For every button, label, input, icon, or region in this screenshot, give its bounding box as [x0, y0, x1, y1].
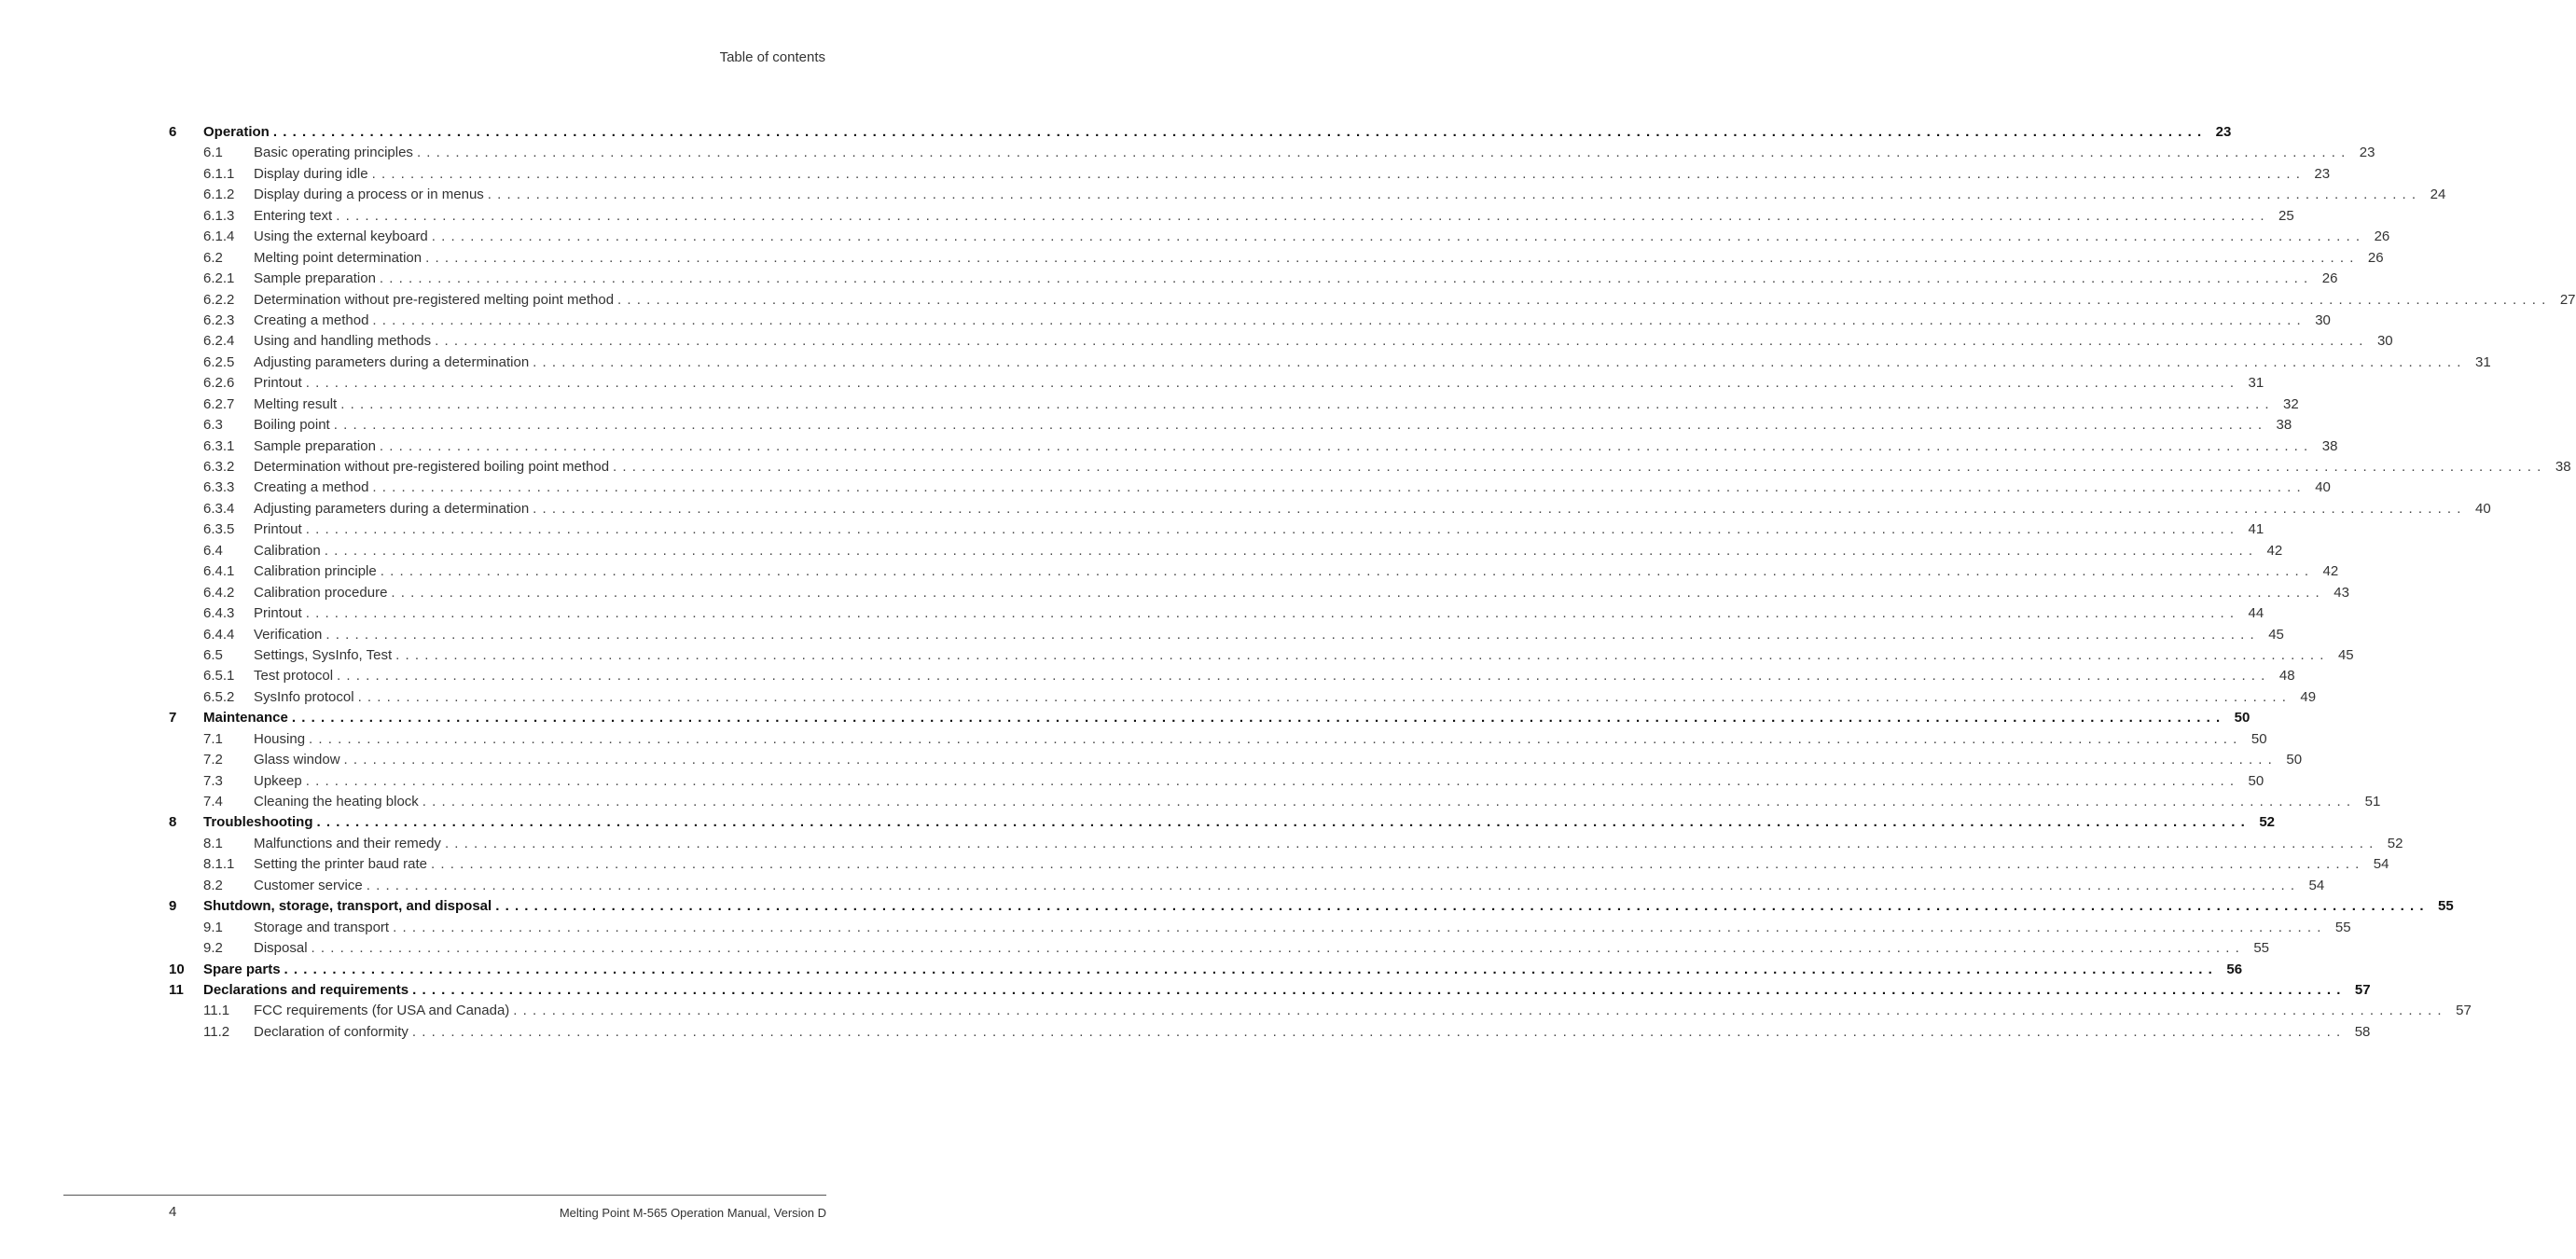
- toc-entry-number: 6.1.3: [203, 207, 235, 224]
- toc-dot-leader: ........................................................................................................................................................................................................: [272, 124, 2208, 140]
- toc-entry-page: 30: [2369, 331, 2393, 352]
- toc-entry-title: Calibration procedure: [254, 583, 391, 603]
- toc-dot-leader: ........................................................................................................................................................................................................: [305, 772, 2240, 789]
- toc-entry-line: [254, 561, 2339, 582]
- toc-entry-line: [254, 499, 2491, 519]
- toc-entry-line: [254, 666, 2295, 686]
- toc-section-entry[interactable]: [169, 834, 2403, 854]
- toc-entry-title: Upkeep: [254, 771, 306, 792]
- toc-entry-line: [254, 436, 2338, 457]
- table-of-contents: [169, 122, 2576, 1043]
- toc-entry-page: 32: [2275, 394, 2299, 415]
- toc-dot-leader: ........................................................................................................................................................................................................: [372, 311, 2306, 328]
- toc-entry-page: 23: [2207, 122, 2231, 143]
- toc-entry-number: 6.5.1: [203, 668, 235, 685]
- toc-entry-title: Boiling point: [254, 415, 334, 436]
- toc-entry-page: 52: [2378, 834, 2403, 854]
- toc-dot-leader: ........................................................................................................................................................................................................: [613, 459, 2547, 475]
- toc-section-entry[interactable]: [169, 876, 2325, 896]
- toc-section-entry[interactable]: [169, 666, 2295, 686]
- toc-entry-title: Disposal: [254, 938, 312, 959]
- toc-entry-page: 26: [2313, 269, 2337, 289]
- toc-entry-title: Creating a method: [254, 477, 372, 498]
- toc-dot-leader: ........................................................................................................................................................................................................: [305, 375, 2240, 392]
- toc-entry-number: 6.4: [203, 542, 223, 559]
- toc-section-entry[interactable]: [169, 645, 2354, 666]
- toc-entry-page: 25: [2270, 206, 2294, 227]
- toc-entry-title: Spare parts: [203, 960, 284, 980]
- toc-entry-line: [254, 373, 2264, 394]
- toc-entry-line: [254, 164, 2331, 185]
- toc-dot-leader: ........................................................................................................................................................................................................: [380, 563, 2315, 580]
- toc-entry-number: 8.1: [203, 835, 223, 851]
- toc-entry-number: 11.1: [203, 1003, 230, 1019]
- toc-entry-number: 6.3.4: [203, 500, 235, 517]
- footer-divider: [63, 1195, 826, 1196]
- toc-entry-line: [203, 960, 2243, 980]
- toc-entry-title: Printout: [254, 519, 306, 540]
- toc-entry-page: 50: [2278, 750, 2302, 770]
- toc-entry-line: [203, 708, 2251, 728]
- toc-section-entry[interactable]: [169, 792, 2381, 812]
- toc-entry-title: Setting the printer baud rate: [254, 854, 431, 875]
- toc-entry-title: Determination without pre-registered melting point method: [254, 290, 617, 311]
- toc-dot-leader: ........................................................................................................................................................................................................: [311, 940, 2246, 957]
- toc-entry-title: Entering text: [254, 206, 336, 227]
- toc-entry-title: Display during idle: [254, 164, 372, 185]
- toc-entry-line: [254, 918, 2351, 938]
- toc-entry-line: [254, 477, 2331, 498]
- toc-entry-line: [254, 583, 2349, 603]
- toc-entry-number: 6.3.5: [203, 521, 235, 538]
- toc-entry-title: Melting point determination: [254, 248, 425, 269]
- toc-dot-leader: ........................................................................................................................................................................................................: [324, 542, 2259, 559]
- toc-entry-number: 9: [169, 898, 177, 915]
- toc-entry-title: Printout: [254, 373, 306, 394]
- toc-entry-title: Sample preparation: [254, 269, 380, 289]
- toc-entry-number: 11: [169, 981, 184, 998]
- toc-entry-number: 6.1: [203, 145, 223, 161]
- toc-section-entry[interactable]: [169, 583, 2349, 603]
- toc-dot-leader: ........................................................................................................................................................................................................: [371, 165, 2306, 182]
- toc-entry-number: 6.4.4: [203, 626, 235, 643]
- toc-dot-leader: ........................................................................................................................................................................................................: [309, 730, 2243, 747]
- toc-entry-page: 23: [2306, 164, 2330, 185]
- toc-dot-leader: ........................................................................................................................................................................................................: [366, 877, 2301, 893]
- running-header-title: Table of contents: [719, 49, 825, 65]
- toc-section-entry[interactable]: [169, 311, 2331, 331]
- toc-entry-page: 45: [2330, 645, 2354, 666]
- toc-entry-page: 26: [2365, 227, 2389, 247]
- toc-entry-number: 8: [169, 814, 177, 831]
- toc-dot-leader: ........................................................................................................................................................................................................: [379, 270, 2314, 287]
- toc-entry-title: Storage and transport: [254, 918, 393, 938]
- toc-dot-leader: ........................................................................................................................................................................................................: [325, 626, 2260, 643]
- toc-entry-number: 6.3.1: [203, 437, 235, 454]
- toc-entry-page: 55: [2430, 896, 2454, 917]
- toc-entry-number: 7: [169, 710, 177, 726]
- toc-entry-number: 6: [169, 124, 177, 140]
- toc-entry-title: Adjusting parameters during a determination: [254, 353, 533, 373]
- toc-entry-number: 6.2.3: [203, 311, 235, 328]
- toc-entry-page: 31: [2467, 353, 2491, 373]
- toc-section-entry[interactable]: [169, 625, 2284, 645]
- toc-entry-line: [254, 269, 2338, 289]
- toc-entry-page: 50: [2225, 708, 2250, 728]
- toc-dot-leader: ........................................................................................................................................................................................................: [340, 395, 2275, 412]
- toc-entry-title: Customer service: [254, 876, 367, 896]
- toc-entry-number: 6.2.7: [203, 395, 235, 412]
- toc-entry-page: 31: [2239, 373, 2264, 394]
- toc-chapter-entry[interactable]: [169, 812, 2275, 833]
- toc-dot-leader: ........................................................................................................................................................................................................: [425, 249, 2360, 266]
- toc-entry-number: 6.4.3: [203, 605, 235, 622]
- toc-dot-leader: ........................................................................................................................................................................................................: [431, 228, 2366, 245]
- toc-dot-leader: ........................................................................................................................................................................................................: [336, 207, 2270, 224]
- toc-entry-page: 38: [2313, 436, 2337, 457]
- toc-entry-title: Declarations and requirements: [203, 980, 412, 1001]
- toc-dot-leader: ........................................................................................................................................................................................................: [305, 605, 2240, 622]
- toc-entry-page: 57: [2447, 1001, 2472, 1021]
- toc-entry-page: 42: [2314, 561, 2338, 582]
- toc-entry-line: [254, 603, 2264, 624]
- toc-entry-title: Basic operating principles: [254, 143, 417, 163]
- toc-entry-page: 57: [2347, 980, 2371, 1001]
- toc-dot-leader: ........................................................................................................................................................................................................: [513, 1003, 2447, 1019]
- toc-dot-leader: ........................................................................................................................................................................................................: [617, 291, 2552, 308]
- toc-section-entry[interactable]: [169, 227, 2390, 247]
- toc-section-entry[interactable]: [169, 541, 2283, 561]
- toc-section-entry[interactable]: [169, 477, 2331, 498]
- toc-entry-title: Malfunctions and their remedy: [254, 834, 445, 854]
- toc-dot-leader: ........................................................................................................................................................................................................: [411, 1023, 2347, 1040]
- toc-section-entry[interactable]: [169, 938, 2270, 959]
- toc-entry-line: [254, 353, 2491, 373]
- toc-section-entry[interactable]: [169, 1001, 2472, 1021]
- toc-entry-line: [254, 834, 2403, 854]
- toc-entry-page: 26: [2360, 248, 2384, 269]
- toc-entry-line: [254, 311, 2331, 331]
- toc-entry-line: [254, 771, 2264, 792]
- toc-dot-leader: ........................................................................................................................................................................................................: [391, 584, 2325, 601]
- toc-entry-number: 10: [169, 961, 185, 977]
- toc-dot-leader: ........................................................................................................................................................................................................: [395, 646, 2330, 663]
- toc-entry-number: 8.2: [203, 877, 223, 893]
- toc-entry-number: 6.2.2: [203, 291, 235, 308]
- toc-entry-title: Calibration principle: [254, 561, 381, 582]
- toc-entry-line: [254, 331, 2393, 352]
- toc-entry-line: [203, 980, 2371, 1001]
- toc-dot-leader: ........................................................................................................................................................................................................: [284, 961, 2219, 977]
- toc-entry-line: [254, 687, 2317, 708]
- toc-entry-page: 54: [2300, 876, 2324, 896]
- toc-section-entry[interactable]: [169, 353, 2491, 373]
- toc-entry-line: [254, 457, 2571, 477]
- toc-entry-number: 6.2.1: [203, 270, 235, 287]
- toc-dot-leader: ........................................................................................................................................................................................................: [435, 333, 2369, 350]
- toc-entry-line: [254, 519, 2264, 540]
- toc-section-entry[interactable]: [169, 729, 2267, 750]
- toc-entry-number: 6.4.2: [203, 584, 235, 601]
- toc-entry-title: Housing: [254, 729, 309, 750]
- toc-entry-page: 38: [2267, 415, 2292, 436]
- toc-chapter-entry[interactable]: [169, 708, 2251, 728]
- toc-entry-line: [254, 290, 2576, 311]
- toc-entry-title: Glass window: [254, 750, 344, 770]
- toc-section-entry[interactable]: [169, 164, 2331, 185]
- toc-dot-leader: ........................................................................................................................................................................................................: [337, 668, 2271, 685]
- toc-entry-page: 55: [2245, 938, 2269, 959]
- toc-entry-page: 43: [2325, 583, 2349, 603]
- toc-entry-number: 7.3: [203, 772, 223, 789]
- toc-entry-title: Declaration of conformity: [254, 1022, 412, 1043]
- toc-dot-leader: ........................................................................................................................................................................................................: [357, 688, 2292, 705]
- toc-entry-number: 6.3.2: [203, 459, 235, 475]
- toc-section-entry[interactable]: [169, 918, 2351, 938]
- toc-entry-line: [254, 541, 2283, 561]
- toc-entry-page: 23: [2350, 143, 2375, 163]
- toc-entry-title: Display during a process or in menus: [254, 185, 488, 205]
- toc-entry-number: 7.1: [203, 730, 223, 747]
- toc-entry-number: 9.1: [203, 919, 223, 935]
- toc-chapter-entry[interactable]: [169, 122, 2232, 143]
- footer-document-title: Melting Point M-565 Operation Manual, Version D: [559, 1206, 826, 1220]
- toc-dot-leader: ........................................................................................................................................................................................................: [487, 187, 2422, 203]
- toc-dot-leader: ........................................................................................................................................................................................................: [343, 752, 2278, 768]
- toc-entry-title: SysInfo protocol: [254, 687, 358, 708]
- toc-entry-page: 42: [2258, 541, 2282, 561]
- toc-dot-leader: ........................................................................................................................................................................................................: [412, 981, 2347, 998]
- toc-chapter-entry[interactable]: [169, 896, 2454, 917]
- toc-entry-page: 27: [2552, 290, 2576, 311]
- toc-chapter-entry[interactable]: [169, 980, 2371, 1001]
- toc-entry-number: 6.4.1: [203, 563, 235, 580]
- toc-section-entry[interactable]: [169, 269, 2338, 289]
- toc-entry-page: 58: [2346, 1022, 2370, 1043]
- toc-entry-number: 6.5.2: [203, 688, 235, 705]
- toc-dot-leader: ........................................................................................................................................................................................................: [316, 814, 2251, 831]
- toc-section-entry[interactable]: [169, 373, 2264, 394]
- toc-entry-line: [203, 122, 2232, 143]
- toc-dot-leader: ........................................................................................................................................................................................................: [430, 856, 2365, 873]
- toc-entry-line: [254, 625, 2284, 645]
- toc-entry-number: 6.1.2: [203, 187, 235, 203]
- toc-entry-page: 30: [2306, 311, 2331, 331]
- toc-entry-title: Maintenance: [203, 708, 292, 728]
- toc-section-entry[interactable]: [169, 185, 2446, 205]
- toc-entry-title: Printout: [254, 603, 306, 624]
- toc-entry-number: 11.2: [203, 1023, 230, 1040]
- toc-entry-page: 38: [2547, 457, 2571, 477]
- toc-section-entry[interactable]: [169, 394, 2299, 415]
- toc-entry-number: 6.3: [203, 417, 223, 434]
- toc-entry-line: [254, 227, 2390, 247]
- toc-entry-title: Troubleshooting: [203, 812, 317, 833]
- toc-dot-leader: ........................................................................................................................................................................................................: [291, 710, 2226, 726]
- toc-entry-page: 45: [2260, 625, 2284, 645]
- toc-entry-line: [254, 143, 2375, 163]
- toc-entry-page: 49: [2292, 687, 2316, 708]
- toc-entry-number: 6.3.3: [203, 479, 235, 496]
- toc-entry-line: [254, 248, 2384, 269]
- toc-entry-number: 6.5: [203, 646, 223, 663]
- toc-dot-leader: ........................................................................................................................................................................................................: [495, 898, 2430, 915]
- toc-entry-line: [254, 938, 2270, 959]
- toc-entry-number: 6.2.6: [203, 375, 235, 392]
- toc-entry-page: 40: [2467, 499, 2491, 519]
- toc-entry-line: [254, 792, 2381, 812]
- toc-entry-page: 41: [2239, 519, 2264, 540]
- toc-dot-leader: ........................................................................................................................................................................................................: [416, 145, 2351, 161]
- toc-entry-title: Shutdown, storage, transport, and disposal: [203, 896, 495, 917]
- toc-entry-title: Cleaning the heating block: [254, 792, 422, 812]
- toc-entry-line: [254, 876, 2325, 896]
- toc-entry-line: [254, 750, 2303, 770]
- toc-section-entry[interactable]: [169, 457, 2571, 477]
- toc-entry-title: Sample preparation: [254, 436, 380, 457]
- toc-dot-leader: ........................................................................................................................................................................................................: [305, 521, 2240, 538]
- toc-entry-title: Creating a method: [254, 311, 372, 331]
- toc-entry-page: 48: [2271, 666, 2295, 686]
- toc-entry-number: 6.1.4: [203, 228, 235, 245]
- toc-chapter-entry[interactable]: [169, 960, 2243, 980]
- toc-entry-number: 6.2: [203, 249, 223, 266]
- toc-entry-number: 7.4: [203, 794, 223, 809]
- toc-entry-number: 6.2.4: [203, 333, 235, 350]
- toc-section-entry[interactable]: [169, 750, 2303, 770]
- toc-section-entry[interactable]: [169, 331, 2393, 352]
- toc-entry-line: [203, 896, 2454, 917]
- toc-entry-line: [254, 1022, 2371, 1043]
- toc-entry-line: [254, 645, 2354, 666]
- toc-entry-page: 44: [2239, 603, 2264, 624]
- toc-dot-leader: ........................................................................................................................................................................................................: [533, 500, 2467, 517]
- toc-entry-title: Using and handling methods: [254, 331, 435, 352]
- toc-entry-line: [254, 206, 2294, 227]
- toc-entry-page: 55: [2327, 918, 2351, 938]
- toc-dot-leader: ........................................................................................................................................................................................................: [393, 919, 2327, 935]
- toc-entry-line: [254, 394, 2299, 415]
- toc-entry-number: 9.2: [203, 940, 223, 957]
- toc-dot-leader: ........................................................................................................................................................................................................: [533, 353, 2467, 370]
- toc-entry-title: Determination without pre-registered boiling point method: [254, 457, 613, 477]
- toc-section-entry[interactable]: [169, 290, 2576, 311]
- toc-dot-leader: ........................................................................................................................................................................................................: [444, 835, 2379, 851]
- toc-section-entry[interactable]: [169, 687, 2317, 708]
- toc-entry-page: 54: [2364, 854, 2389, 875]
- footer-page-number: 4: [169, 1204, 177, 1220]
- toc-entry-page: 52: [2251, 812, 2275, 833]
- toc-dot-leader: ........................................................................................................................................................................................................: [422, 794, 2357, 809]
- toc-entry-line: [254, 1001, 2472, 1021]
- toc-entry-page: 50: [2243, 729, 2267, 750]
- toc-entry-title: Settings, SysInfo, Test: [254, 645, 395, 666]
- toc-section-entry[interactable]: [169, 143, 2375, 163]
- toc-entry-page: 50: [2239, 771, 2264, 792]
- toc-entry-number: 8.1.1: [203, 856, 235, 873]
- toc-section-entry[interactable]: [169, 1022, 2371, 1043]
- toc-entry-title: Melting result: [254, 394, 340, 415]
- toc-entry-line: [254, 854, 2389, 875]
- toc-section-entry[interactable]: [169, 519, 2264, 540]
- toc-dot-leader: ........................................................................................................................................................................................................: [333, 417, 2268, 434]
- toc-entry-line: [254, 415, 2292, 436]
- toc-entry-number: 6.1.1: [203, 165, 235, 182]
- toc-entry-line: [254, 185, 2446, 205]
- toc-entry-title: FCC requirements (for USA and Canada): [254, 1001, 513, 1021]
- toc-entry-number: 7.2: [203, 752, 223, 768]
- toc-dot-leader: ........................................................................................................................................................................................................: [372, 479, 2306, 496]
- toc-dot-leader: ........................................................................................................................................................................................................: [379, 437, 2314, 454]
- toc-section-entry[interactable]: [169, 854, 2389, 875]
- toc-entry-title: Using the external keyboard: [254, 227, 432, 247]
- toc-entry-title: Verification: [254, 625, 325, 645]
- toc-section-entry[interactable]: [169, 415, 2292, 436]
- toc-entry-title: Adjusting parameters during a determination: [254, 499, 533, 519]
- toc-section-entry[interactable]: [169, 248, 2384, 269]
- toc-section-entry[interactable]: [169, 436, 2338, 457]
- toc-entry-page: 40: [2306, 477, 2331, 498]
- toc-section-entry[interactable]: [169, 603, 2264, 624]
- toc-section-entry[interactable]: [169, 561, 2339, 582]
- toc-section-entry[interactable]: [169, 771, 2264, 792]
- toc-entry-number: 6.2.5: [203, 353, 235, 370]
- toc-entry-page: 51: [2356, 792, 2380, 812]
- toc-section-entry[interactable]: [169, 499, 2491, 519]
- toc-entry-title: Operation: [203, 122, 273, 143]
- toc-entry-page: 56: [2218, 960, 2242, 980]
- toc-section-entry[interactable]: [169, 206, 2294, 227]
- toc-entry-title: Calibration: [254, 541, 325, 561]
- toc-entry-title: Test protocol: [254, 666, 337, 686]
- toc-entry-page: 24: [2421, 185, 2445, 205]
- toc-entry-line: [203, 812, 2275, 833]
- toc-entry-line: [254, 729, 2267, 750]
